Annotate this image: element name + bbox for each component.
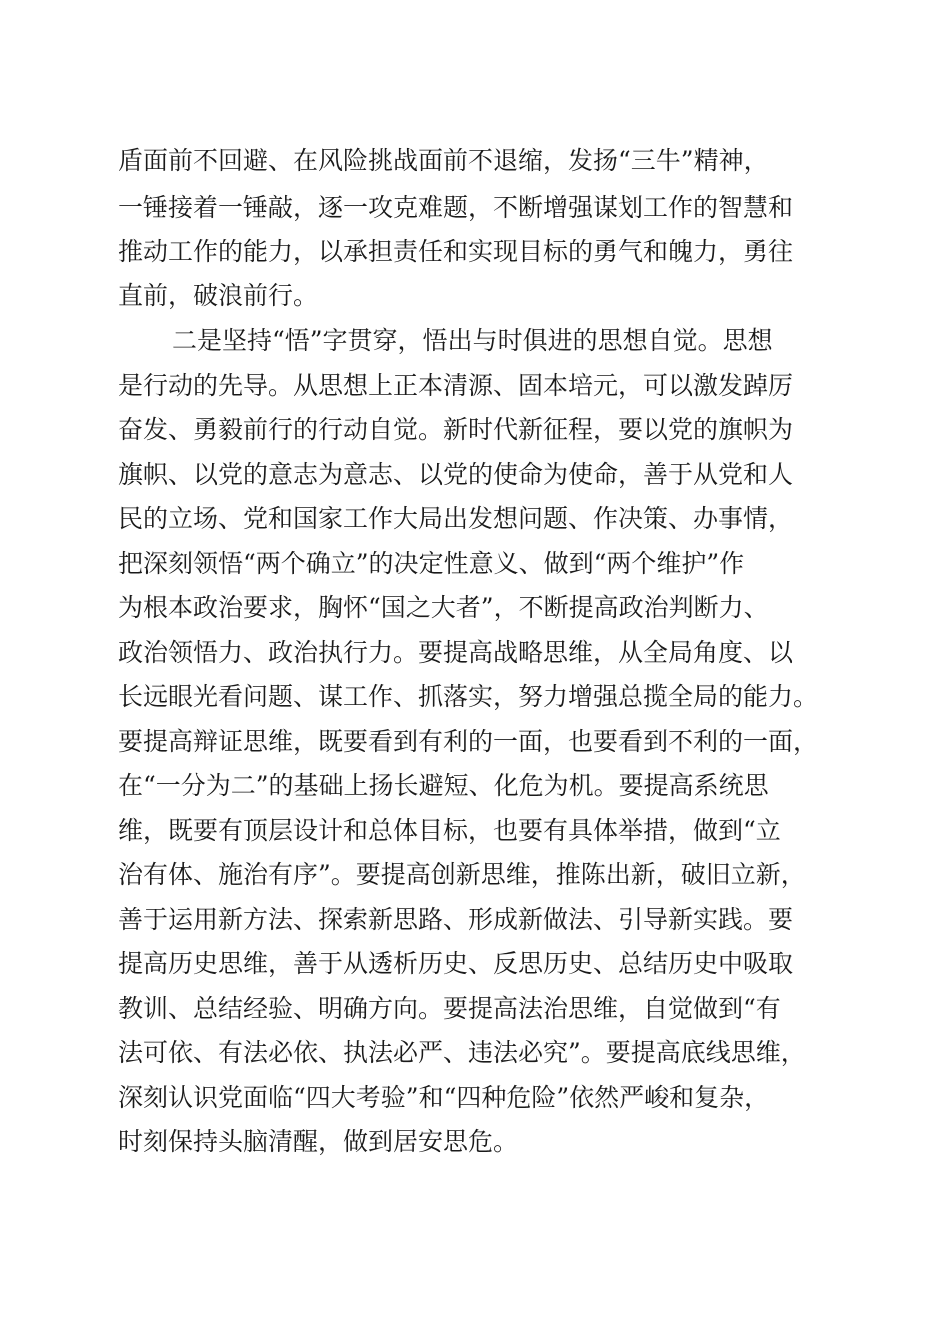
- paragraph-2-line-14: 善于运用新方法、探索新思路、形成新做法、引导新实践。要: [118, 905, 794, 934]
- paragraph-2-line-11: 在“一分为二”的基础上扬长避短、化危为机。要提高系统思: [118, 771, 769, 800]
- paragraph-2-line-9: 长远眼光看问题、谋工作、抓落实，努力增强总揽全局的能力。: [118, 682, 819, 711]
- paragraph-2-line-3: 奋发、勇毅前行的行动自觉。新时代新征程，要以党的旗帜为: [118, 415, 794, 444]
- paragraph-2-line-19: 时刻保持头脑清醒，做到居安思危。: [118, 1127, 519, 1156]
- paragraph-2-line-5: 民的立场、党和国家工作大局出发想问题、作决策、办事情，: [118, 504, 794, 533]
- paragraph-2-line-17: 法可依、有法必依、执法必严、违法必究”。要提高底线思维，: [118, 1038, 806, 1067]
- paragraph-2-line-2: 是行动的先导。从思想上正本清源、固本培元，可以激发踔厉: [118, 371, 794, 400]
- paragraph-1-line-1: 盾面前不回避、在风险挑战面前不退缩，发扬“三牛”精神，: [118, 146, 769, 175]
- paragraph-1-line-2: 一锤接着一锤敲，逐一攻克难题，不断增强谋划工作的智慧和: [118, 193, 794, 222]
- paragraph-2-line-18: 深刻认识党面临“四大考验”和“四种危险”依然严峻和复杂，: [118, 1083, 770, 1112]
- paragraph-2-line-4: 旗帜、以党的意志为意志、以党的使命为使命，善于从党和人: [118, 460, 794, 489]
- paragraph-2-line-10: 要提高辩证思维，既要看到有利的一面，也要看到不利的一面，: [118, 727, 819, 756]
- paragraph-2-line-16: 教训、总结经验、明确方向。要提高法治思维，自觉做到“有: [118, 994, 781, 1023]
- paragraph-2-line-13: 治有体、施治有序”。要提高创新思维，推陈出新，破旧立新，: [118, 860, 806, 889]
- paragraph-2-line-7: 为根本政治要求，胸怀“国之大者”，不断提高政治判断力、: [118, 593, 769, 622]
- paragraph-2-line-1: 二是坚持“悟”字贯穿，悟出与时俱进的思想自觉。思想: [172, 326, 773, 355]
- paragraph-2-line-12: 维，既要有顶层设计和总体目标，也要有具体举措，做到“立: [118, 816, 781, 845]
- paragraph-1-line-4: 直前，破浪前行。: [118, 281, 319, 310]
- paragraph-1-line-3: 推动工作的能力，以承担责任和实现目标的勇气和魄力，勇往: [118, 237, 794, 266]
- paragraph-2-line-8: 政治领悟力、政治执行力。要提高战略思维，从全局角度、以: [118, 638, 794, 667]
- paragraph-2-line-6: 把深刻领悟“两个确立”的决定性意义、做到“两个维护”作: [118, 549, 745, 578]
- paragraph-2-line-15: 提高历史思维，善于从透析历史、反思历史、总结历史中吸取: [118, 949, 794, 978]
